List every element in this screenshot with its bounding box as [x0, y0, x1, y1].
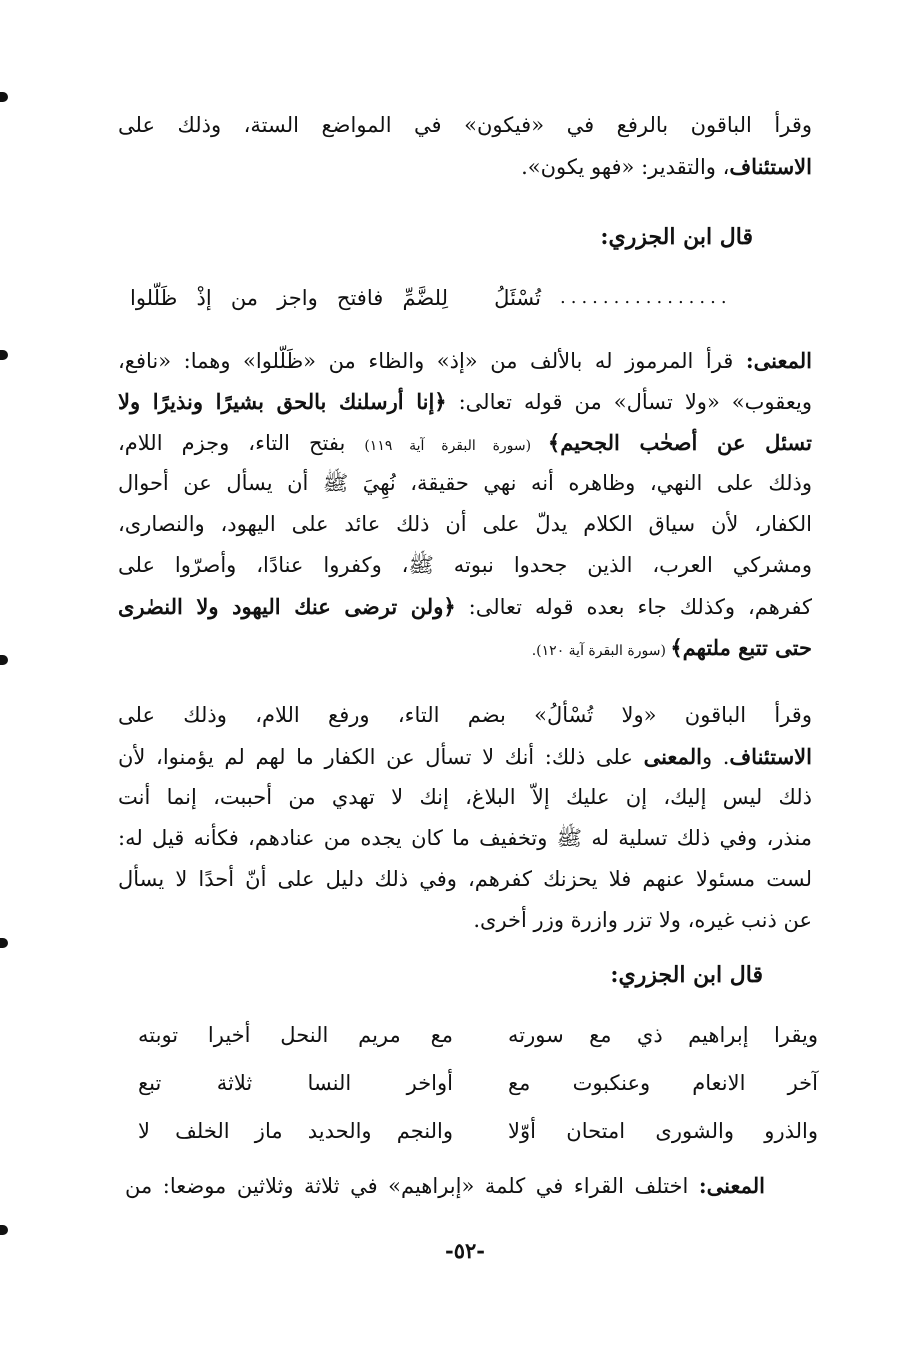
section-heading: قال ابن الجزري: [610, 962, 763, 988]
paragraph-line: وذلك على النهي، وظاهره أنه نهي حقيقة، نُهِيَ ﷺ أن يسأل عن أحوال [118, 471, 812, 495]
paragraph-3 [118, 695, 812, 941]
margin-mark [0, 938, 8, 948]
poem-hemistich-right: ويقرا إبراهيم ذي مع سورته [508, 1023, 818, 1047]
poem-hemistich-right: آخر الانعام وعنكبوت مع [508, 1071, 818, 1095]
paragraph-line: لست مسئولا عنهم فلا يحزنك كفرهم، وفي ذلك دليل على أنّ أحدًا لا يسأل [118, 867, 812, 891]
verse-hemistich: لِلضَّمِّ فافتح واجز من إذْ ظَلّلوا [130, 286, 448, 310]
quran-quote: حتى تتبع ملتهم﴾ [670, 635, 812, 660]
quran-quote: ﴿إنا أرسلنك بالحق بشيرًا ونذيرًا ولا [118, 389, 447, 414]
paragraph-text: اختلف القراء في كلمة «إبراهيم» في ثلاثة وثلاثين موضعا: من [125, 1174, 699, 1198]
meaning-label: المعنى: [698, 1173, 765, 1198]
section-heading: قال ابن الجزري: [600, 224, 753, 250]
paragraph-line: وقرأ الباقون «ولا تُسْألُ» بضم التاء، ورفع اللام، وذلك على [118, 703, 812, 727]
margin-mark [0, 655, 8, 665]
paragraph-text: بفتح التاء، وجزم اللام، [118, 431, 365, 455]
paragraph-text: قرأ المرموز له بالألف من «إذ» والظاء من «ظَلّلوا» وهما: «نافع، [118, 349, 746, 373]
poem-hemistich-left: أواخر النسا ثلاثة تبع [138, 1071, 453, 1095]
poem-hemistich-right: والذرو والشورى امتحان أوّلا [508, 1119, 818, 1143]
paragraph-text: ، والتقدير: «فهو يكون». [521, 155, 730, 179]
meaning-label: المعنى: [745, 348, 812, 373]
paragraph-line: ذلك ليس إليك، إن عليك إلاّ البلاغ، إنك لا تهدي من أحببت، إنما أنت [118, 785, 812, 809]
paragraph-line: وقرأ الباقون بالرفع في «فيكون» في المواضع الستة، وذلك على [118, 113, 812, 137]
quran-reference: (سورة البقرة آية ١١٩) [364, 438, 548, 454]
poem-verse [118, 1015, 818, 1055]
paragraph-line [118, 146, 812, 187]
paragraph-line: منذر، وفي ذلك تسلية له ﷺ وتخفيف ما كان يجده من عنادهم، فكأنه قيل له: [118, 826, 812, 850]
poem-hemistich-left: والنجم والحديد ماز الخلف لا [138, 1119, 453, 1143]
paragraph-text: كفرهم، وكذلك جاء بعده قوله تعالى: [455, 595, 812, 619]
paragraph-line [118, 586, 812, 627]
paragraph-line [118, 381, 812, 422]
paragraph-text: . و [701, 745, 730, 769]
paragraph-line: عن ذنب غيره، ولا تزر وازرة وزر أخرى. [473, 908, 812, 932]
poem-hemistich-left: مع مريم النحل أخيرا توبته [138, 1023, 453, 1047]
paragraph-line [118, 627, 812, 668]
paragraph-1 [118, 105, 812, 187]
quran-quote: تسئل عن أصحٰب الجحيم﴾ [547, 430, 812, 455]
bold-term: المعنى [643, 744, 702, 769]
paragraph-line [118, 340, 812, 381]
quran-reference: (سورة البقرة آية ١٢٠). [531, 643, 671, 659]
verse-dots: ................ [560, 287, 732, 308]
page-number: -٥٢- [445, 1238, 485, 1263]
bold-term: الاستئناف [729, 154, 812, 179]
paragraph-line: الكفار، لأن سياق الكلام يدلّ على أن ذلك عائد على اليهود، والنصارى، [118, 512, 812, 536]
paragraph-line [118, 422, 812, 463]
margin-mark [0, 1225, 8, 1235]
paragraph-line [118, 736, 812, 777]
quran-quote: ﴿ولن ترضى عنك اليهود ولا النصٰرى [118, 594, 456, 619]
margin-mark [0, 350, 8, 360]
verse-word: تُسْئَلُ [494, 286, 541, 310]
paragraph-2 [118, 340, 812, 668]
paragraph-text: ويعقوب» «ولا تسأل» من قوله تعالى: [446, 390, 812, 414]
margin-mark [0, 92, 8, 102]
poem-verse [118, 1063, 818, 1103]
bold-term: الاستئناف [729, 744, 812, 769]
paragraph-line: ومشركي العرب، الذين جحدوا نبوته ﷺ، وكفروا عنادًا، وأصرّوا على [118, 553, 812, 577]
paragraph-line [125, 1165, 765, 1206]
poem-verse [118, 1111, 818, 1151]
paragraph-4 [125, 1165, 765, 1206]
paragraph-text: على ذلك: أنك لا تسأل عن الكفار ما لهم لم يؤمنوا، لأن [118, 745, 644, 769]
